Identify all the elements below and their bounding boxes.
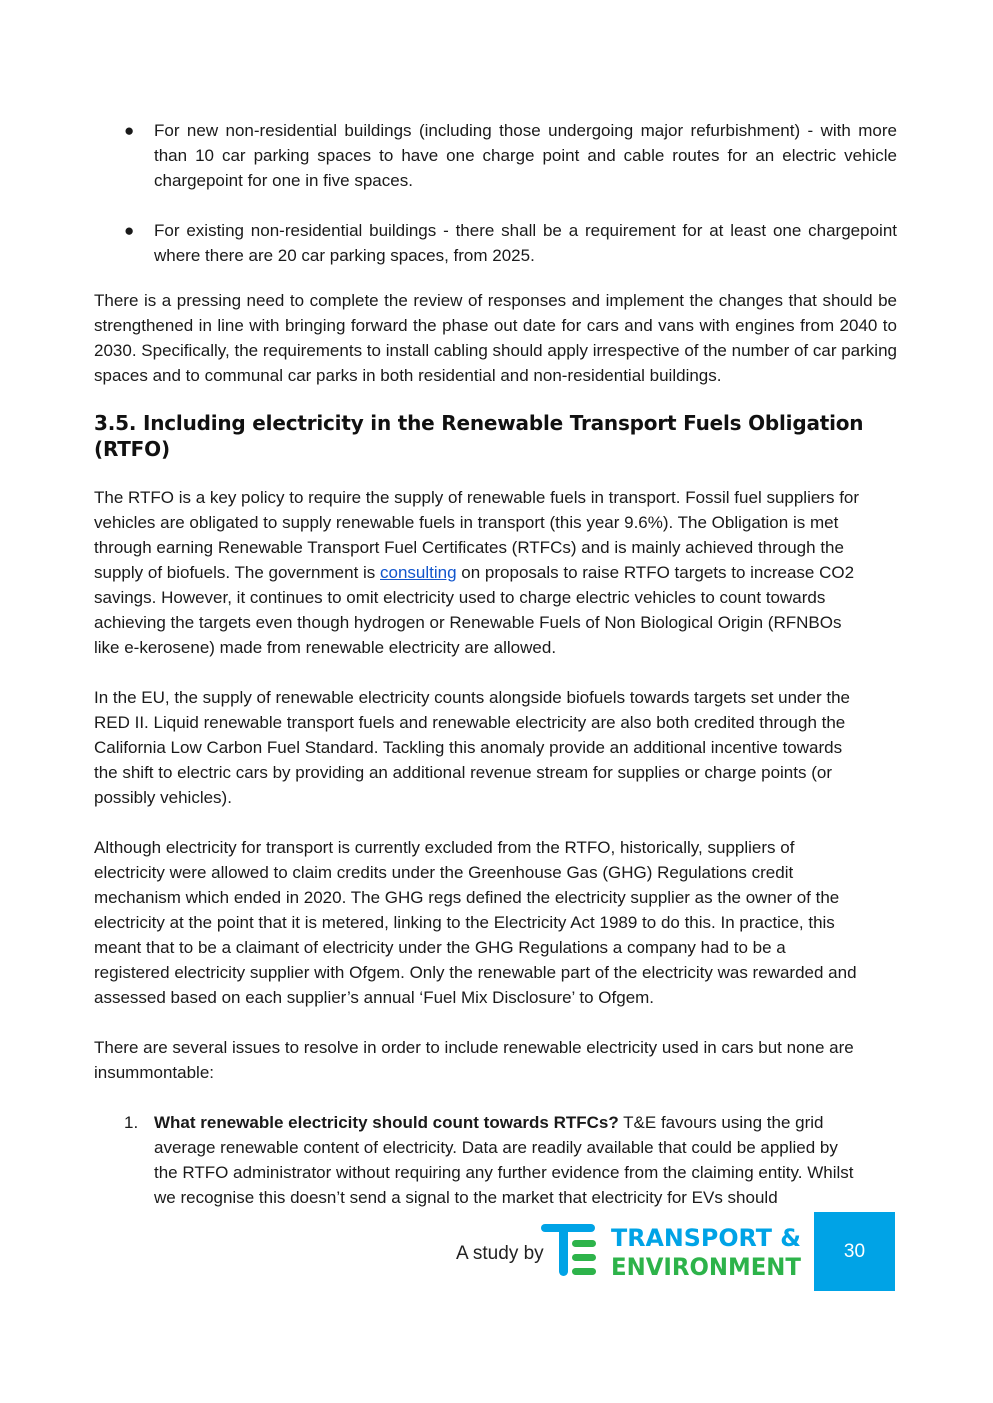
te-logo [541, 1222, 803, 1278]
paragraph-issues: There are several issues to resolve in order to include renewable electricity used in cars but none are insummontable: [94, 1038, 854, 1082]
paragraph-eu: In the EU, the supply of renewable electricity counts alongside biofuels towards targets set under the RED II. Liquid renewable transport fuels and renewable electricity are also both credited through the California Low Carbon Fuel Standard. Tackling this anomaly provide an additional incentive towards the shift to electric cars by providing an additional revenue stream for supplies or charge points (or possibly vehicles). [94, 688, 850, 807]
bullet-icon: ● [124, 221, 135, 240]
paragraph-review: There is a pressing need to complete the review of responses and implement the changes that should be strengthened in line with bringing forward the phase out date for cars and vans with engines from 2040 to 2030. Specifically, the requirements to install cabling should apply irrespective of the number of car parking spaces and to communal car parks in both residential and non-residential buildings. [94, 291, 897, 385]
numbered-list [94, 1110, 897, 1210]
logo-t-stem-icon [559, 1224, 568, 1276]
bullet-list [94, 118, 897, 268]
bullet-icon: ● [124, 121, 135, 140]
paragraph-ghg: Although electricity for transport is currently excluded from the RTFO, historically, suppliers of electricity were allowed to claim credits under the Greenhouse Gas (GHG) Regulations credit mechanism which ended in 2020. The GHG regs defined the electricity supplier as the owner of the electricity at the point that it is metered, linking to the Electricity Act 1989 to do this. In practice, this meant that to be a claimant of electricity under the GHG Regulations a company had to be a registered electricity supplier with Ofgem. Only the renewable part of the electricity was rewarded and assessed based on each supplier’s annual ‘Fuel Mix Disclosure’ to Ofgem. [94, 838, 857, 1007]
page-number: 30 [843, 1240, 866, 1262]
list-number: 1. [124, 1113, 139, 1132]
list-item [94, 218, 897, 268]
rtfo-text-end: on proposals to raise RTFO targets to increase CO2 savings. However, it continues to omit electricity used to charge electric vehicles to count towards achieving the targets even though hydrogen or Renewable Fuels of Non Biological Origin (RFNBOs like e-kerosene) made from renewable electricity are allowed. [94, 563, 855, 657]
logo-e-bottom-icon [572, 1268, 596, 1275]
page-number-box [814, 1212, 895, 1291]
paragraph-rtfo [94, 485, 864, 660]
study-by-label: A study by [456, 1243, 544, 1264]
item-bold-lead: What renewable electricity should count towards RTFCs? [154, 1113, 619, 1132]
logo-e-top-icon [572, 1240, 596, 1247]
logo-e-mid-icon [572, 1254, 596, 1261]
logo-line-1: TRANSPORT & [611, 1224, 801, 1252]
bullet-text: For new non-residential buildings (including those undergoing major refurbishment) - with more than 10 car parking spaces to have one charge point and cable routes for an electric vehicle chargepoint for one in five spaces. [154, 121, 897, 190]
logo-line-2: ENVIRONMENT [611, 1253, 802, 1278]
rtfo-text-start: The RTFO is a key policy to require the supply of renewable fuels in transport. Fossil fuel suppliers for vehicles are obligated to supply renewable fuels in transport (this year 9.6%). The Obligation is met through earning Renewable Transport Fuel Certificates (RTFCs) and is mainly achieved through the supply of biofuels. The government is [94, 488, 860, 582]
consulting-link[interactable]: consulting [380, 563, 457, 582]
list-item [94, 118, 897, 218]
document-page [94, 118, 897, 1210]
page-footer [440, 1212, 895, 1291]
list-item [94, 1110, 864, 1210]
section-heading: 3.5. Including electricity in the Renewable Transport Fuels Obligation (RTFO) [94, 411, 864, 461]
bullet-text: For existing non-residential buildings - there shall be a requirement for at least one chargepoint where there are 20 car parking spaces, from 2025. [154, 221, 897, 265]
item-text: T&E favours using the grid average renewable content of electricity. Data are readily available that could be applied by the RTFO administrator without requiring any further evidence from the claiming entity. Whilst we recognise this doesn’t send a signal to the market that electricity for EVs should [154, 1113, 854, 1207]
